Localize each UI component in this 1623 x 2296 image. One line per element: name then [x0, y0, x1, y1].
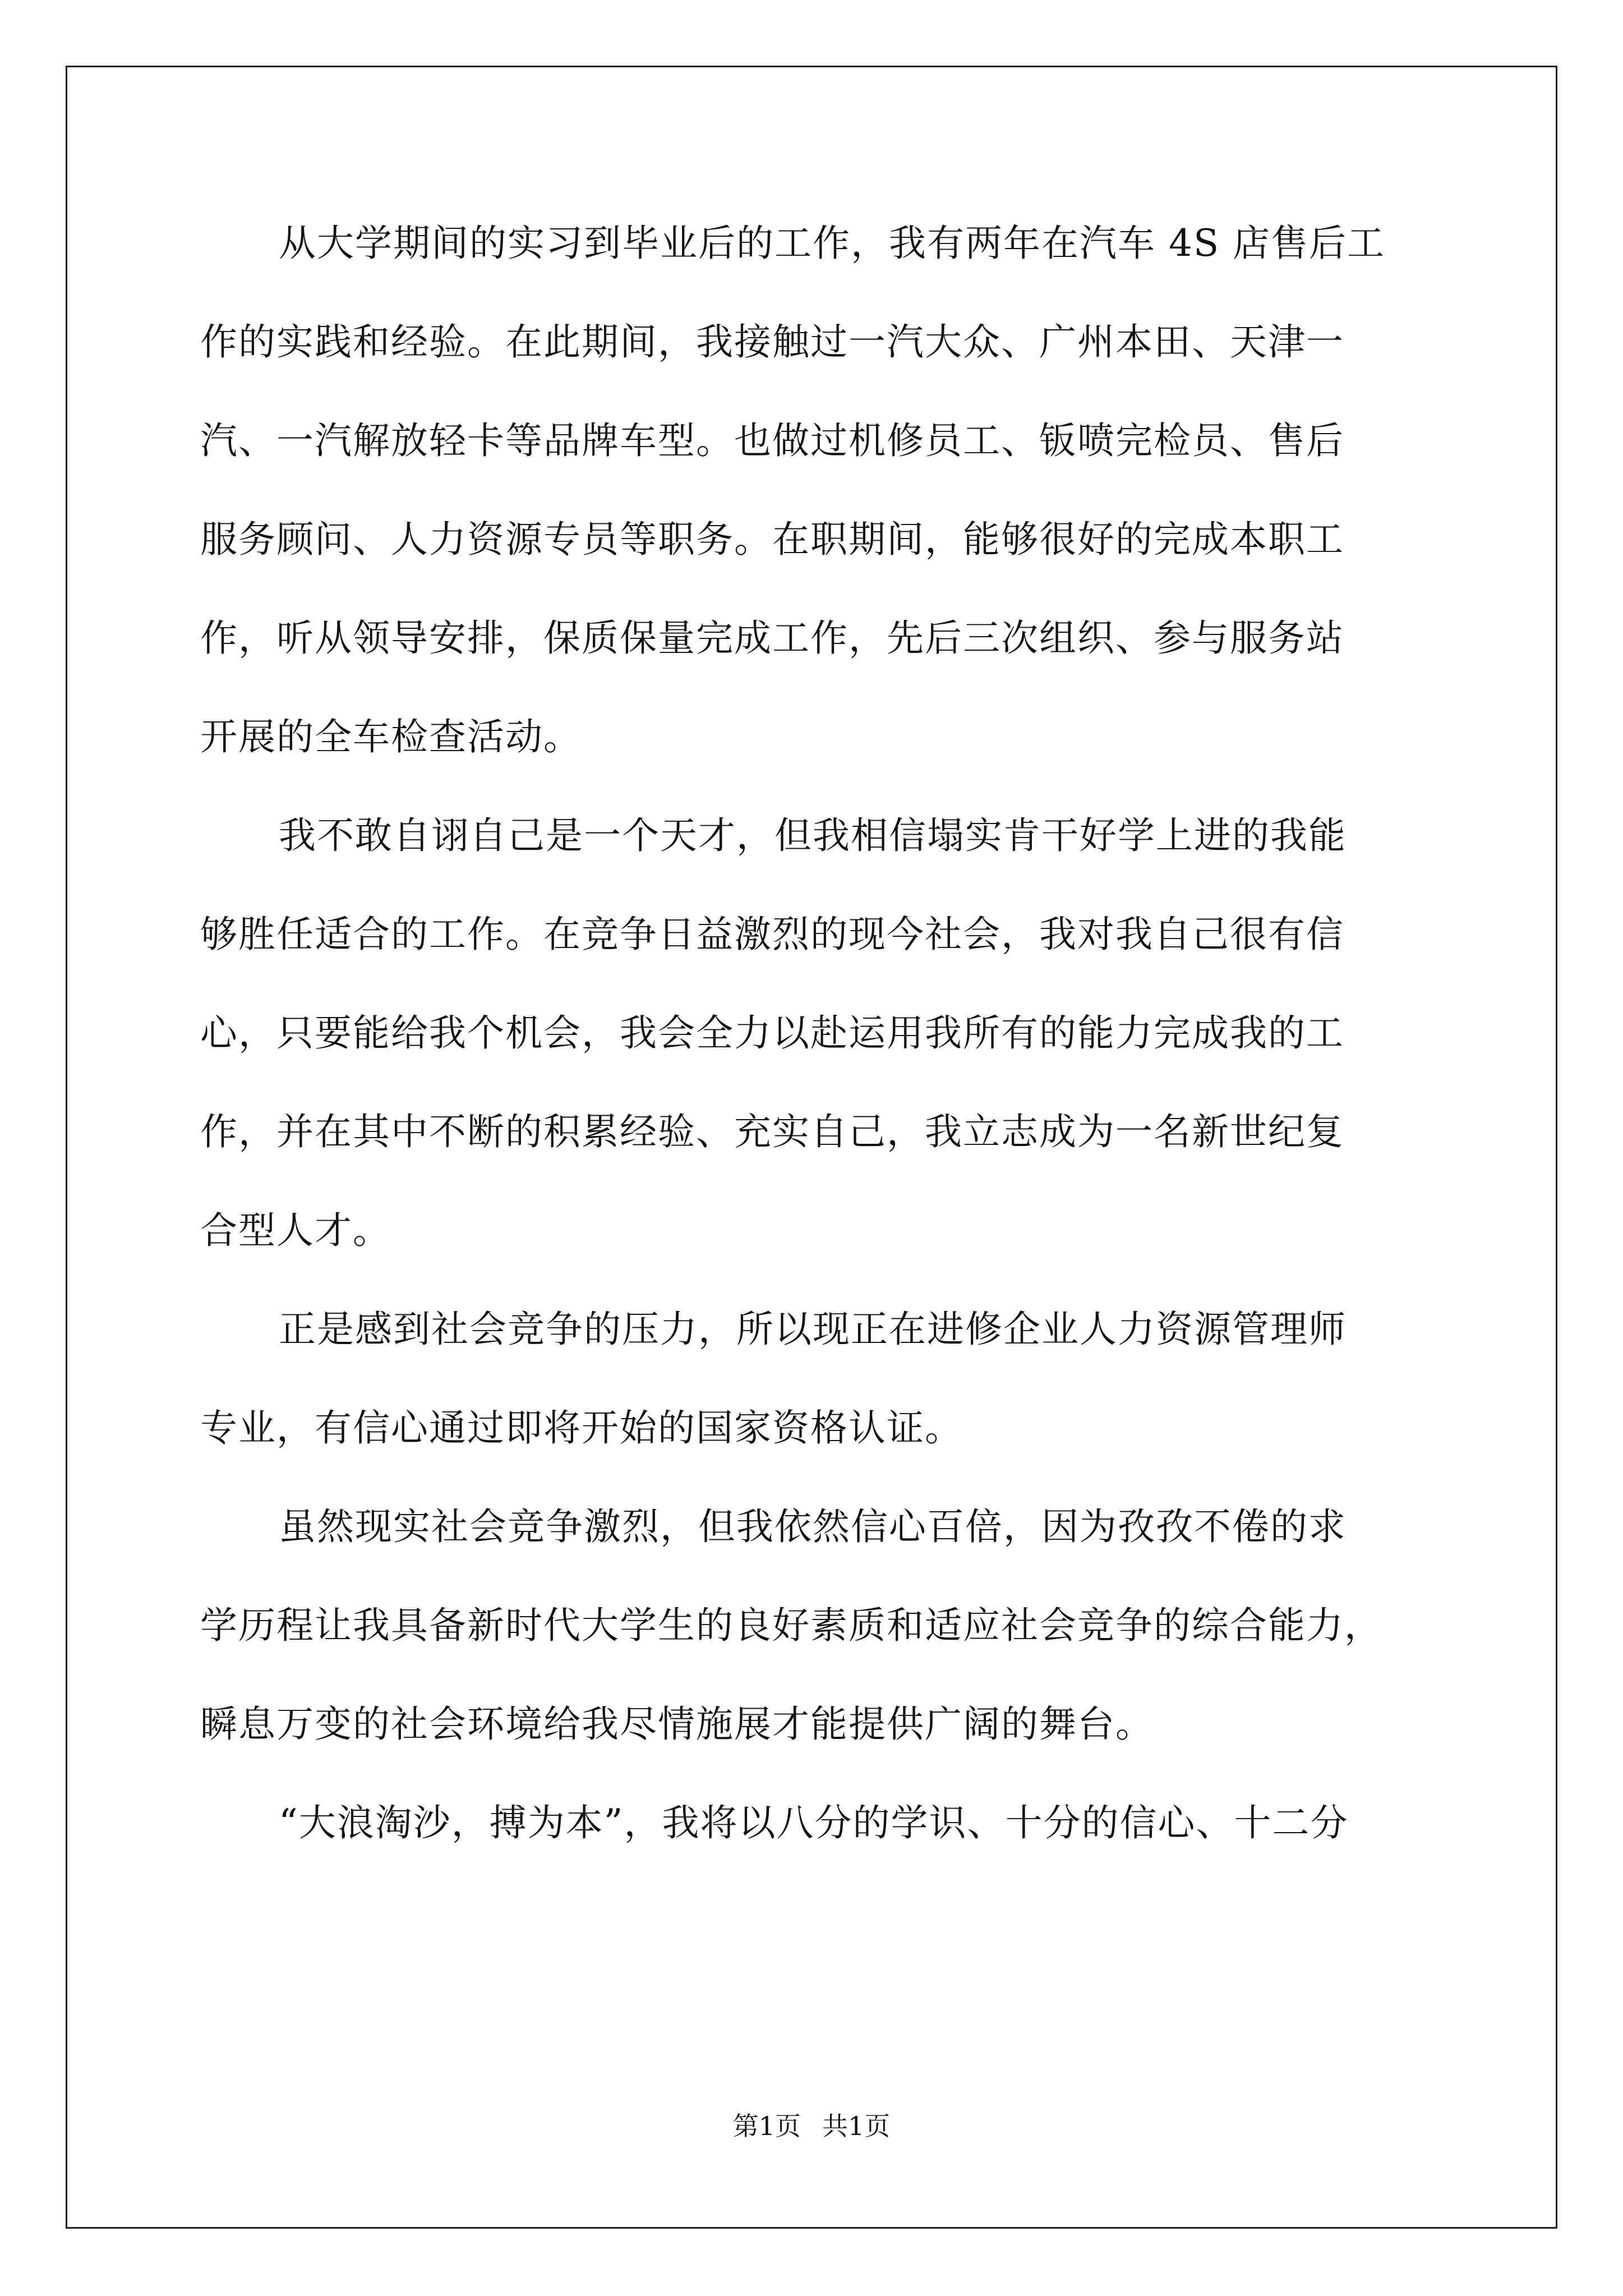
paragraph-2-line-3: 心，只要能给我个机会，我会全力以赴运用我所有的能力完成我的工 [200, 1011, 1344, 1055]
page-number: 第1页 [732, 2111, 801, 2141]
paragraph-1-line-1: 从大学期间的实习到毕业后的工作，我有两年在汽车 4S 店售后工 [279, 222, 1386, 265]
page-total: 共1页 [822, 2111, 891, 2141]
paragraph-1-line-4: 服务顾问、人力资源专员等职务。在职期间，能够很好的完成本职工 [200, 518, 1344, 561]
paragraph-1-line-5: 作，听从领导安排，保质保量完成工作，先后三次组织、参与服务站 [200, 616, 1344, 660]
paragraph-5-line-1: “大浪淘沙，搏为本”，我将以八分的学识、十分的信心、十二分 [279, 1801, 1349, 1844]
paragraph-3-line-2: 专业，有信心通过即将开始的国家资格认证。 [200, 1406, 963, 1450]
paragraph-3-line-1: 正是感到社会竞争的压力，所以现正在进修企业人力资源管理师 [279, 1308, 1347, 1351]
paragraph-2-line-2: 够胜任适合的工作。在竞争日益激烈的现今社会，我对我自己很有信 [200, 913, 1344, 956]
paragraph-2-line-1: 我不敢自诩自己是一个天才，但我相信塌实肯干好学上进的我能 [279, 814, 1347, 857]
paragraph-1-line-6: 开展的全车检查活动。 [200, 715, 582, 758]
paragraph-4-line-3: 瞬息万变的社会环境给我尽情施展才能提供广阔的舞台。 [200, 1703, 1154, 1746]
paragraph-1-line-2: 作的实践和经验。在此期间，我接触过一汽大众、广州本田、天津一 [200, 320, 1344, 364]
paragraph-2-line-4: 作，并在其中不断的积累经验、充实自己，我立志成为一名新世纪复 [200, 1110, 1344, 1153]
page-footer [0, 2109, 1623, 2143]
paragraph-4-line-1: 虽然现实社会竞争激烈，但我依然信心百倍，因为孜孜不倦的求 [279, 1505, 1347, 1548]
paragraph-4-line-2: 学历程让我具备新时代大学生的良好素质和适应社会竞争的综合能力， [200, 1604, 1382, 1647]
document-body [200, 212, 1440, 1890]
paragraph-2-line-5: 合型人才。 [200, 1209, 391, 1252]
paragraph-1-line-3: 汽、一汽解放轻卡等品牌车型。也做过机修员工、钣喷完检员、售后 [200, 419, 1344, 462]
